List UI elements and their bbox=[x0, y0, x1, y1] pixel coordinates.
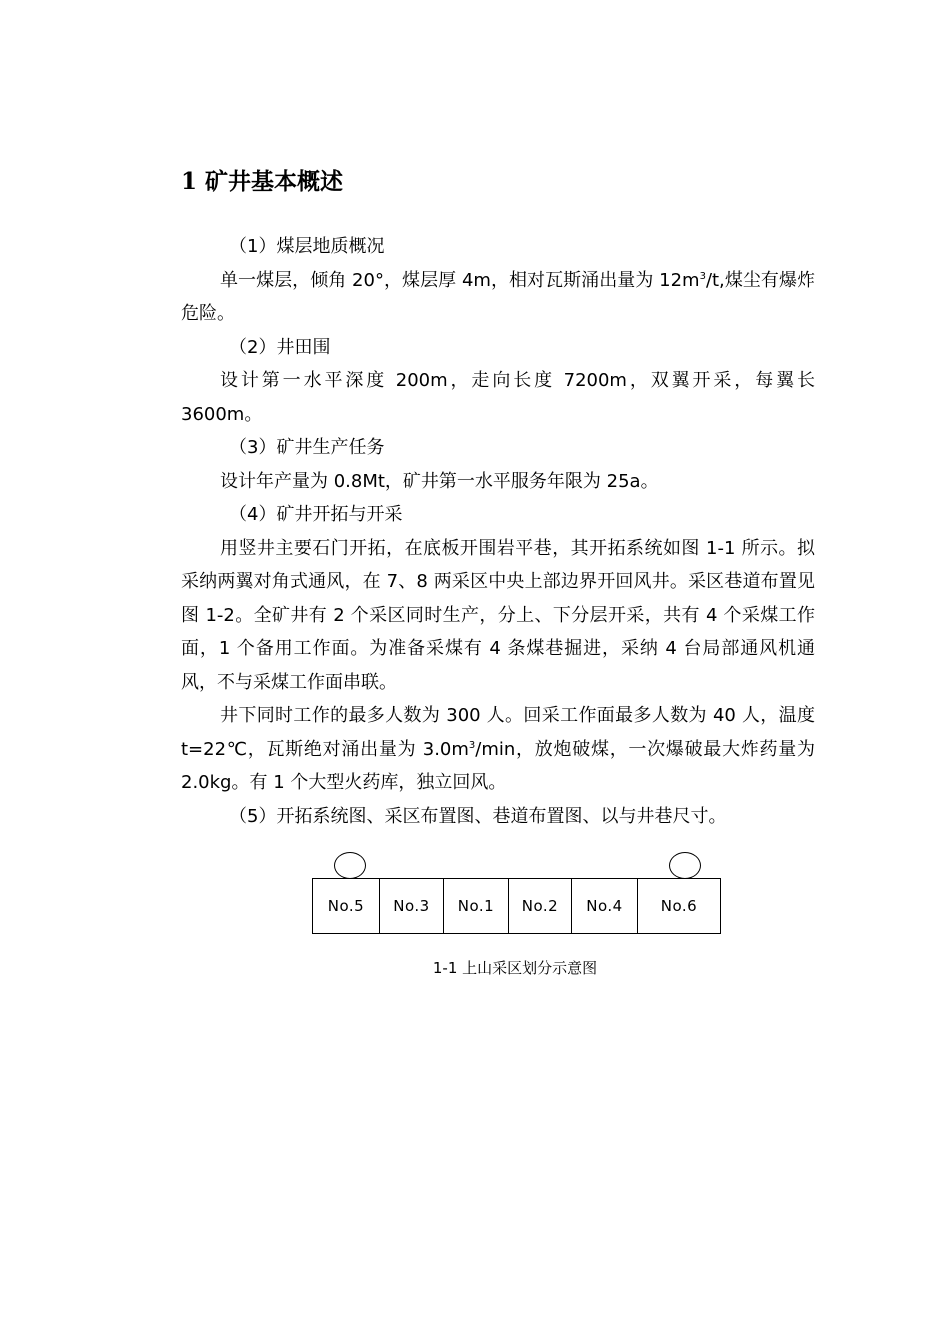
area-row bbox=[312, 878, 721, 934]
shaft-circle-left bbox=[334, 852, 366, 879]
area-cell: No.5 bbox=[313, 879, 380, 933]
subheading-geology: （1）煤层地质概况 bbox=[229, 236, 385, 257]
body-text bbox=[181, 230, 815, 833]
paragraph-geology-text: 单一煤层，倾角 20°，煤层厚 4m，相对瓦斯涌出量为 12m bbox=[220, 269, 700, 291]
subheading-production: （3）矿井生产任务 bbox=[229, 437, 385, 458]
area-cell: No.2 bbox=[509, 879, 572, 933]
paragraph-development: 用竖井主要石门开拓，在底板开围岩平巷，其开拓系统如图 1-1 所示。拟采纳两翼对角式通风，在 7、8 两采区中央上部边界开回风井。采区巷道布置见图 1-2。全矿井有 2 个采区同时生产，分上、下分层开采，共有 4 个采煤工作面，1 个备用工作面。为准备采煤有 4 条煤巷掘进，采纳 4 台局部通风机通风，不与采煤工作面串联。 bbox=[181, 537, 815, 693]
paragraph-underground-text: 井下同时工作的最多人数为 300 人。回采工作面最多人数为 40 人，温度 t=22℃，瓦斯绝对涌出量为 3.0m bbox=[181, 705, 815, 760]
area-cell: No.3 bbox=[380, 879, 444, 933]
area-cell: No.4 bbox=[572, 879, 638, 933]
superscript: 3 bbox=[468, 739, 476, 751]
mining-area-diagram bbox=[312, 848, 722, 938]
area-cell: No.6 bbox=[660, 897, 698, 915]
area-cell: No.1 bbox=[444, 879, 509, 933]
paragraph-minefield: 设计第一水平深度 200m，走向长度 7200m，双翼开采，每翼长 3600m。 bbox=[181, 370, 815, 425]
paragraph-underground bbox=[181, 699, 815, 800]
superscript: 3 bbox=[699, 270, 706, 282]
subheading-drawings: （5）开拓系统图、采区布置图、巷道布置图、以与井巷尺寸。 bbox=[229, 805, 727, 827]
paragraph-geology-text-end: /t,煤尘有爆炸危险。 bbox=[181, 269, 815, 324]
paragraph-production: 设计年产量为 0.8Mt，矿井第一水平服务年限为 25a。 bbox=[220, 470, 659, 492]
paragraph-underground-text-end: /min，放炮破煤，一次爆破最大炸药量为 2.0kg。有 1 个大型火药库，独立回风。 bbox=[181, 738, 815, 793]
shaft-circle-right bbox=[669, 852, 701, 879]
paragraph-geology bbox=[181, 264, 815, 331]
figure-caption: 1-1 上山采区划分示意图 bbox=[432, 959, 598, 977]
subheading-development: （4）矿井开拓与开采 bbox=[229, 504, 403, 525]
subheading-minefield: （2）井田围 bbox=[229, 336, 331, 358]
section-heading: 1 矿井基本概述 bbox=[181, 168, 344, 195]
